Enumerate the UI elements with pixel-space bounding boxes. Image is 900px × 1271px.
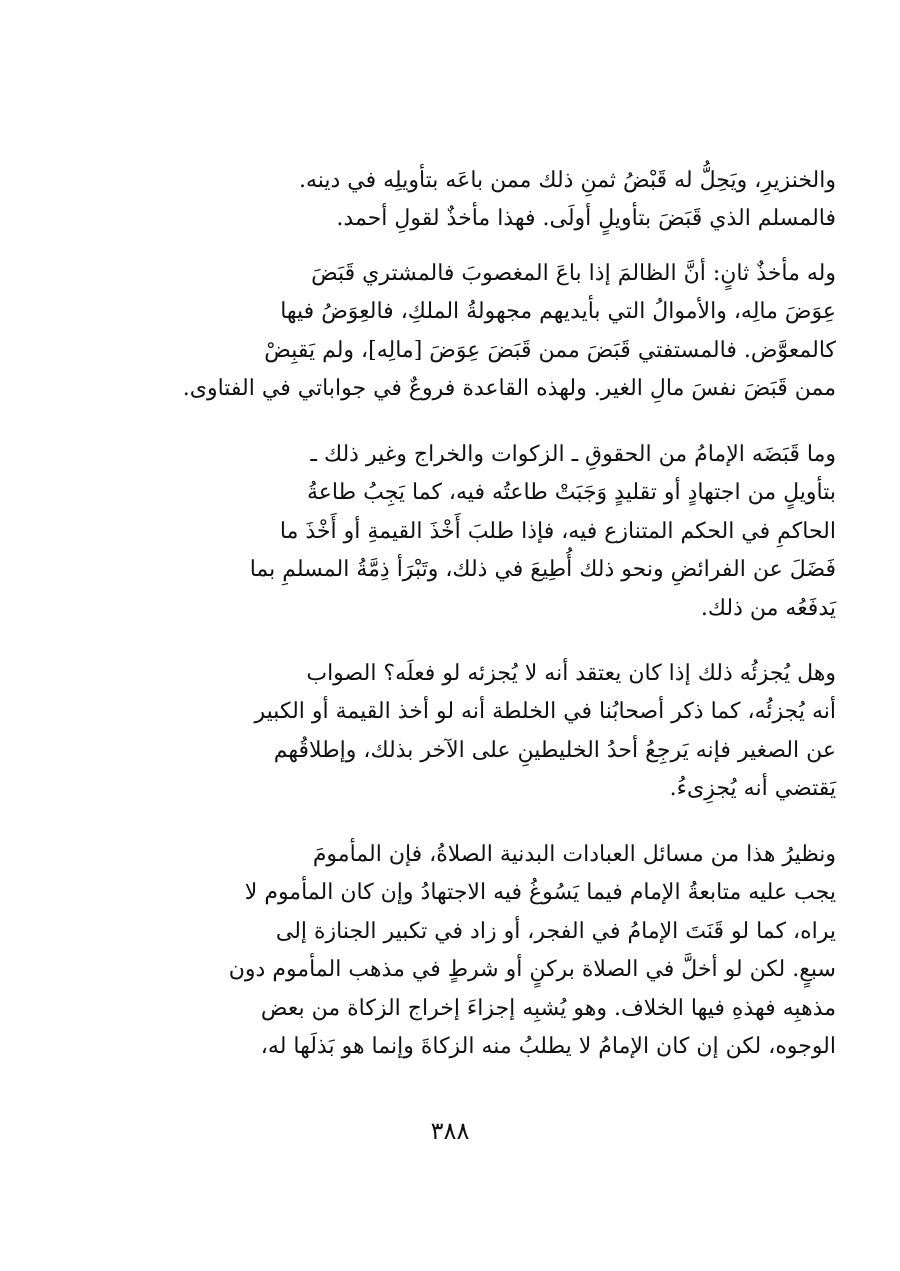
paragraph	[116, 655, 836, 809]
paragraph	[116, 255, 836, 409]
text-line: مذهبِه فهذهِ فيها الخلاف. وهو يُشبِه إجزاءَ إخراج الزكاة من بعض	[260, 995, 836, 1021]
text-line: كالمعوَّض. فالمستفتي قَبَضَ ممن قَبَضَ عِوَضَ [مالِه]، ولم يَقبِضْ	[264, 337, 836, 363]
text-line: يَقتضي أنه يُجزِىءُ.	[669, 776, 836, 802]
text-line: الحاكمِ في الحكم المتنازع فيه، فإذا طلبَ أَخْذَ القيمةِ أو أَخْذَ ما	[279, 518, 836, 544]
text-line: الوجوه، لكن إن كان الإمامُ لا يطلبُ منه الزكاةَ وإنما هو بَذلَها له،	[260, 1033, 836, 1059]
text-line: أنه يُجزئُه، كما ذكر أصحابُنا في الخلطة أنه لو أخذ القيمة أو الكبير	[254, 699, 836, 725]
paragraph	[116, 836, 836, 1066]
page-number: ٣٨٨	[430, 1117, 470, 1145]
text-line: ونظيرُ هذا من مسائل العبادات البدنية الصلاةُ، فإن المأمومَ	[312, 842, 836, 867]
text-line: فَضَلَ عن الفرائضِ ونحو ذلك أُطِيعَ في ذلك، وتَبْرَأ ذِمَّةُ المسلمِ بما	[249, 557, 836, 583]
text-line: سبعٍ. لكن لو أخلَّ في الصلاة بركنٍ أو شرطٍ في مذهب المأموم دون	[228, 957, 836, 983]
paragraph	[116, 436, 836, 628]
text-line: والخنزيرِ، ويَحِلُّ له قَبْضُ ثمنِ ذلك ممن باعَه بتأويلِه في دينه.	[298, 168, 836, 193]
text-line: وله مأخذٌ ثانٍ: أنَّ الظالمَ إذا باعَ المغصوبَ فالمشتري قَبَضَ	[311, 261, 836, 286]
text-line: عن الصغير فإنه يَرجِعُ أحدُ الخليطينِ على الآخر بذلك، وإطلاقُهم	[273, 737, 836, 763]
text-line: يَدفَعُه من ذلك.	[700, 595, 836, 621]
text-line: وما قَبَضَه الإمامُ من الحقوقِ ـ الزكوات والخراج وغير ذلك ـ	[310, 442, 836, 467]
text-line: ممن قَبَضَ نفسَ مالِ الغير. ولهذه القاعدة فروعٌ في جواباتي في الفتاوى.	[182, 376, 836, 402]
paragraph	[116, 162, 836, 239]
text-line: يراه، كما لو قَنَتَ الإمامُ في الفجر، أو زاد في تكبير الجنازة إلى	[275, 918, 836, 944]
text-line: بتأويلٍ من اجتهادٍ أو تقليدٍ وَجَبَتْ طاعتُه فيه، كما يَجِبُ طاعةُ	[306, 480, 836, 506]
text-line: وهل يُجزئُه ذلك إذا كان يعتقد أنه لا يُجزئه لو فعلَه؟ الصواب	[306, 661, 836, 686]
text-line: يجب عليه متابعةُ الإمام فيما يَسُوغُ فيه الاجتهادُ وإن كان المأموم لا	[244, 880, 836, 906]
text-line: عِوَضَ مالِه، والأموالُ التي بأيديهم مجهولةُ الملكِ، فالعِوَضُ فيها	[280, 299, 836, 325]
text-line: فالمسلم الذي قَبَضَ بتأويلٍ أولَى. فهذا مأخذٌ لقولِ أحمد.	[336, 206, 836, 232]
